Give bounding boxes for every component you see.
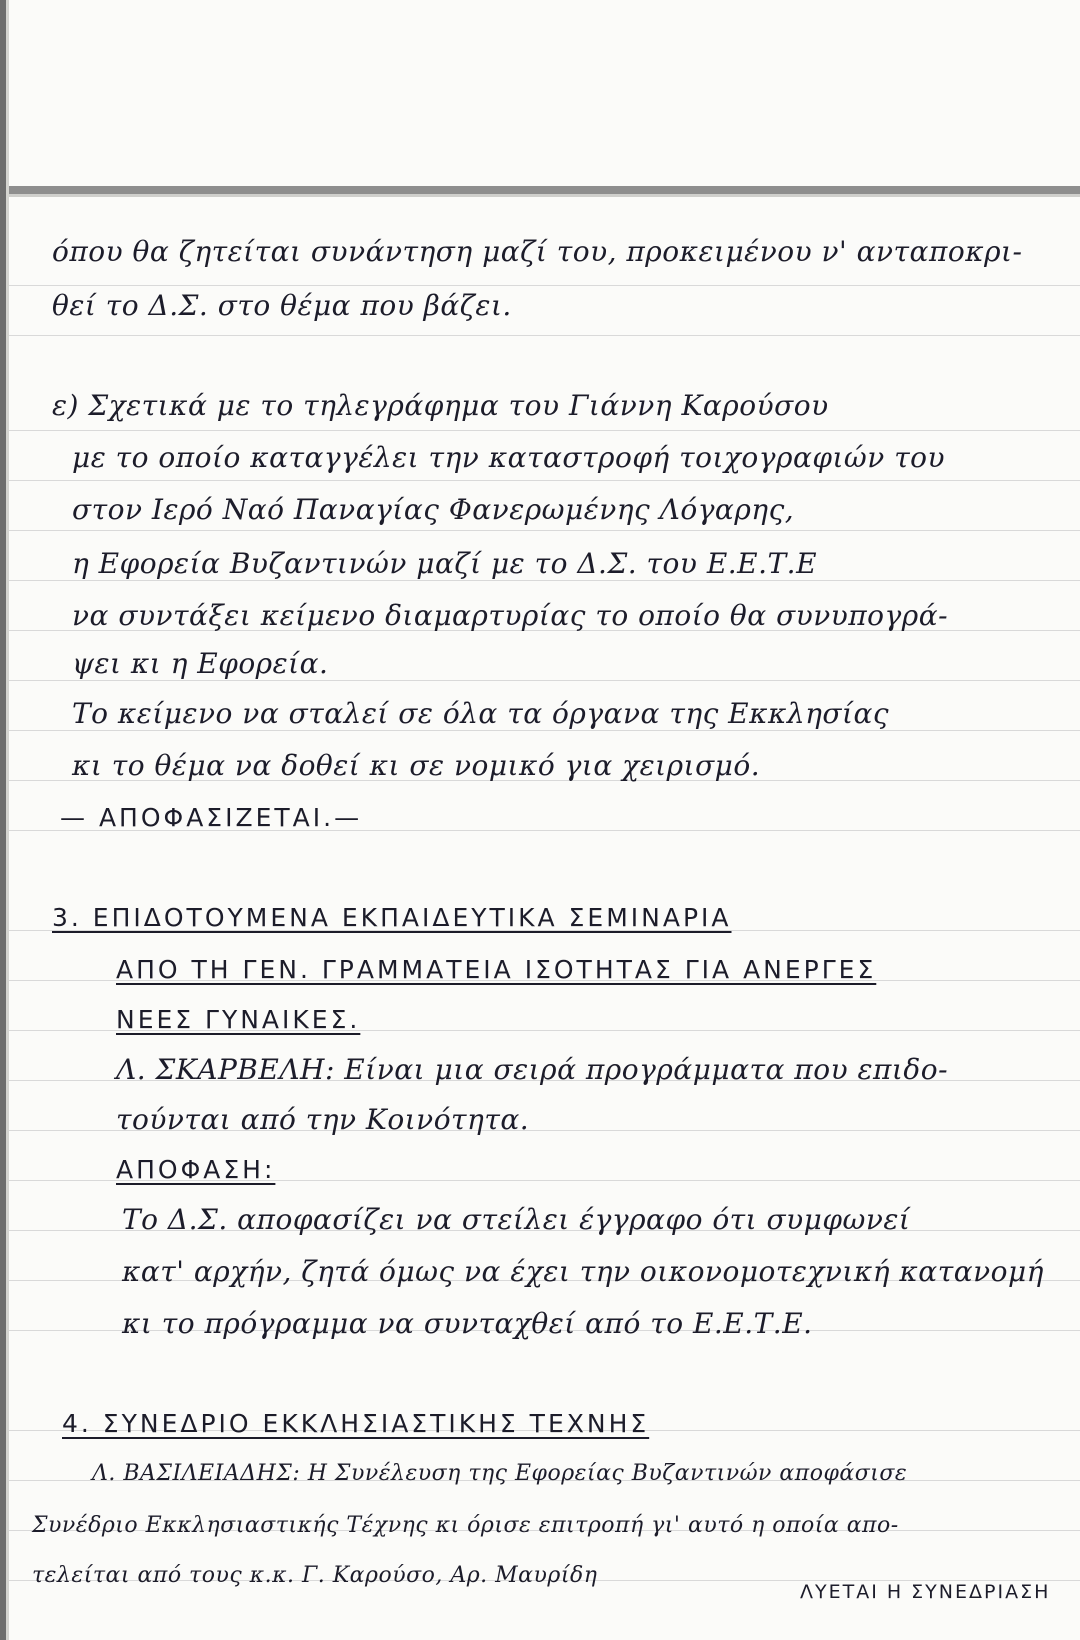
ruled-line bbox=[9, 530, 1080, 531]
ruled-line bbox=[9, 285, 1080, 286]
item-e-heading: ε) Σχετικά με το τηλεγράφημα του Γιάννη Καρούσου bbox=[52, 389, 829, 422]
decision-line: — ΑΠΟΦΑΣΙΖΕΤΑΙ.— bbox=[60, 803, 363, 832]
text-line: κι το πρόγραμμα να συνταχθεί από το Ε.Ε.Τ.Ε. bbox=[122, 1307, 813, 1340]
text-line: η Εφορεία Βυζαντινών μαζί με το Δ.Σ. του Ε.Ε.Τ.Ε bbox=[72, 547, 818, 580]
section-3-heading-cont: ΑΠΟ ΤΗ ΓΕΝ. ΓΡΑΜΜΑΤΕΙΑ ΙΣΟΤΗΤΑΣ ΓΙΑ ΑΝΕΡΓΕΣ bbox=[116, 955, 877, 984]
section-3-heading-cont: ΝΕΕΣ ΓΥΝΑΙΚΕΣ. bbox=[116, 1005, 361, 1034]
text-line: κι το θέμα να δοθεί κι σε νομικό για χειρισμό. bbox=[72, 749, 761, 782]
text-line: να συντάξει κείμενο διαμαρτυρίας το οποίο θα συνυπογρά- bbox=[72, 599, 949, 632]
ruled-line bbox=[9, 430, 1080, 431]
text-line: θεί το Δ.Σ. στο θέμα που βάζει. bbox=[52, 289, 512, 322]
decision-label: ΑΠΟΦΑΣΗ: bbox=[116, 1155, 276, 1184]
text-line: όπου θα ζητείται συνάντηση μαζί του, προκειμένου ν' ανταποκρι- bbox=[52, 235, 1023, 268]
header-band bbox=[9, 186, 1080, 194]
header-band-shadow bbox=[9, 194, 1080, 197]
speaker-line: Λ. ΣΚΑΡΒΕΛΗ: Είναι μια σειρά προγράμματα που επιδο- bbox=[116, 1053, 949, 1086]
text-line: Το Δ.Σ. αποφασίζει να στείλει έγγραφο ότι συμφωνεί bbox=[122, 1203, 911, 1236]
section-4-heading: 4. ΣΥΝΕΔΡΙΟ ΕΚΚΛΗΣΙΑΣΤΙΚΗΣ ΤΕΧΝΗΣ bbox=[62, 1409, 650, 1438]
closing-line: ΛΥΕΤΑΙ Η ΣΥΝΕΔΡΙΑΣΗ bbox=[800, 1581, 1051, 1603]
ruled-line bbox=[9, 480, 1080, 481]
text-line: ψει κι η Εφορεία. bbox=[72, 647, 329, 680]
text-line: Το κείμενο να σταλεί σε όλα τα όργανα της Εκκλησίας bbox=[72, 697, 890, 730]
text-line: τούνται από την Κοινότητα. bbox=[116, 1103, 530, 1136]
speaker-line: Λ. ΒΑΣΙΛΕΙΑΔΗΣ: Η Συνέλευση της Εφορείας Βυζαντινών αποφάσισε bbox=[92, 1461, 908, 1486]
binding-shadow bbox=[6, 0, 9, 1640]
text-line: στον Ιερό Ναό Παναγίας Φανερωμένης Λόγαρης, bbox=[72, 493, 795, 526]
ruled-line bbox=[9, 335, 1080, 336]
text-line: με το οποίο καταγγέλει την καταστροφή τοιχογραφιών του bbox=[72, 441, 946, 474]
text-line: Συνέδριο Εκκλησιαστικής Τέχνης κι όρισε επιτροπή γι' αυτό η οποία απο- bbox=[32, 1513, 899, 1538]
section-3-heading: 3. ΕΠΙΔΟΤΟΥΜΕΝΑ ΕΚΠΑΙΔΕΥΤΙΚΑ ΣΕΜΙΝΑΡΙΑ bbox=[52, 903, 732, 932]
text-line: τελείται από τους κ.κ. Γ. Καρούσο, Αρ. Μαυρίδη bbox=[32, 1563, 598, 1588]
text-line: κατ' αρχήν, ζητά όμως να έχει την οικονομοτεχνική κατανομή bbox=[122, 1255, 1044, 1288]
